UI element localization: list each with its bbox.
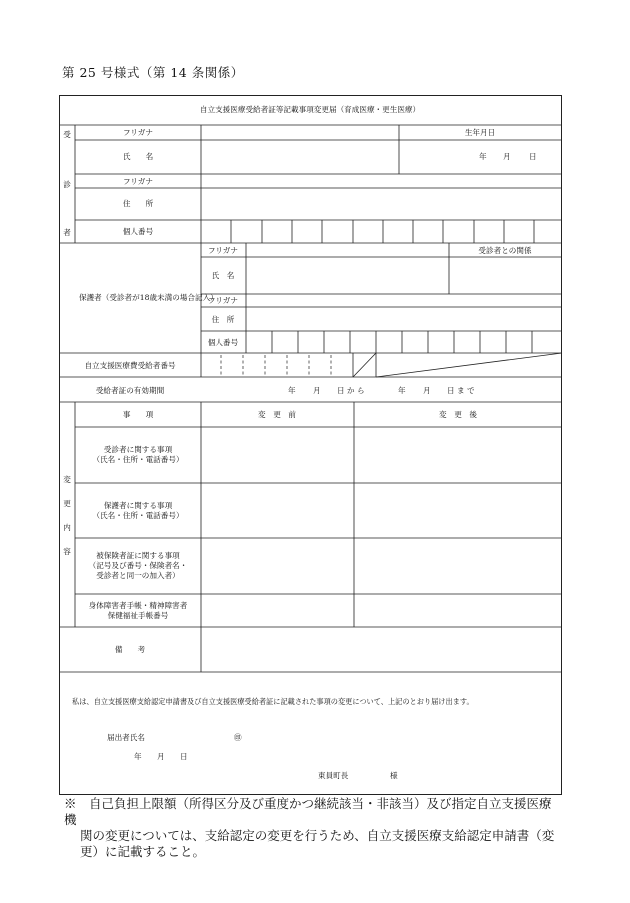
guardian-personal-number-label: 個人番号	[207, 338, 239, 347]
guardian-relation-label: 受診者との関係	[478, 246, 532, 255]
changes-side-char-2: 更	[63, 499, 71, 508]
change-row-guardian: 保護者に関する事項 （氏名・住所・電話番号）	[92, 501, 184, 520]
patient-name-label: 氏 名	[122, 152, 154, 161]
change-row-guardian-before[interactable]	[202, 484, 353, 537]
guardian-personal-number-field[interactable]	[247, 332, 560, 352]
form-number: 第 25 号様式（第 14 条関係）	[62, 65, 244, 80]
validity-to-day: 日 ま で	[447, 386, 475, 395]
patient-personal-number-field[interactable]	[202, 221, 560, 242]
form-title: 自立支援医療受給者証等記載事項変更届（育成医療・更生医療）	[199, 105, 421, 114]
change-row-handbook-after[interactable]	[355, 595, 560, 626]
guardian-section-label: 保護者（受診者が18歳未満の場合記入）	[79, 293, 218, 302]
guardian-name-field[interactable]	[247, 258, 448, 293]
patient-name-field[interactable]	[202, 141, 398, 173]
remarks-label: 備 考	[114, 645, 146, 654]
birthdate-label: 生年月日	[464, 128, 496, 137]
addressee-honorific: 様	[390, 771, 398, 780]
birthdate-month-unit: 月	[503, 152, 511, 161]
patient-side-char-3: 者	[63, 228, 71, 237]
guardian-furigana-label: フリガナ	[208, 246, 238, 255]
change-row-patient-after[interactable]	[355, 428, 560, 482]
birthdate-day-unit: 日	[529, 152, 537, 161]
validity-from-year: 年	[288, 386, 296, 395]
changes-col-after: 変 更 後	[439, 410, 477, 419]
validity-from-day: 日 か ら	[337, 386, 365, 395]
change-row-patient-before[interactable]	[202, 428, 353, 482]
patient-furigana-label: フリガナ	[123, 128, 153, 137]
change-row-handbook-before[interactable]	[202, 595, 353, 626]
submit-year-unit: 年	[134, 752, 142, 761]
recipient-number-label: 自立支援医療費受給者番号	[84, 361, 176, 370]
guardian-relation-field[interactable]	[450, 258, 560, 293]
submit-month-unit: 月	[157, 752, 165, 761]
patient-address-field[interactable]	[202, 189, 560, 219]
submit-day-unit: 日	[180, 752, 188, 761]
remarks-field[interactable]	[202, 628, 560, 671]
changes-col-item: 事 項	[122, 410, 154, 419]
changes-side-char-1: 変	[63, 475, 71, 484]
change-row-patient: 受診者に関する事項 （氏名・住所・電話番号）	[92, 445, 184, 464]
change-row-guardian-after[interactable]	[355, 484, 560, 537]
declaration-text: 私は、自立支援医療支給認定申請書及び自立支援医療受給者証に記載された事項の変更について、上記のとおり届け出ます。	[72, 697, 474, 706]
patient-personal-number-label: 個人番号	[122, 227, 154, 236]
birthdate-year-unit: 年	[479, 152, 487, 161]
change-row-insurance-after[interactable]	[355, 539, 560, 593]
guardian-name-label: 氏 名	[211, 271, 235, 280]
seal-mark: ㊞	[234, 733, 242, 742]
validity-from-month: 月	[313, 386, 321, 395]
note-mark: ※	[64, 796, 77, 811]
validity-label: 受給者証の有効期間	[95, 386, 165, 395]
submitter-name-label: 届出者氏名	[107, 733, 145, 742]
change-row-handbook: 身体障害者手帳・精神障害者 保健福祉手帳番号	[88, 601, 188, 620]
note-line-2: 関の変更については、支給認定の変更を行うため、自立支援医療支給認定申請書（変更）に記載すること。	[80, 828, 555, 859]
submitter-name-field[interactable]	[155, 730, 233, 744]
patient-furigana2-label: フリガナ	[123, 177, 153, 186]
changes-side-char-3: 内	[63, 523, 71, 532]
recipient-number-field[interactable]	[202, 354, 352, 376]
birthdate-field[interactable]	[400, 141, 560, 173]
patient-address-label: 住 所	[122, 199, 154, 208]
validity-to-month: 月	[423, 386, 431, 395]
guardian-address-label: 住 所	[211, 315, 235, 324]
change-row-insurance-before[interactable]	[202, 539, 353, 593]
note-line-1: 自己負担上限額（所得区分及び重度かつ継続該当・非該当）及び指定自立支援医療機	[64, 796, 552, 827]
footnote	[64, 796, 564, 860]
addressee: 東員町長	[318, 771, 349, 780]
validity-to-year: 年	[398, 386, 406, 395]
changes-col-before: 変 更 前	[258, 410, 296, 419]
changes-side-char-4: 容	[63, 547, 71, 556]
patient-side-char-1: 受	[63, 130, 71, 139]
change-row-insurance: 被保険者証に関する事項 （記号及び番号・保険者名・ 受診者と同一の加入者）	[88, 551, 188, 580]
guardian-address-field[interactable]	[247, 308, 560, 330]
guardian-furigana2-label: フリガナ	[208, 296, 238, 305]
patient-side-char-2: 診	[63, 180, 71, 189]
